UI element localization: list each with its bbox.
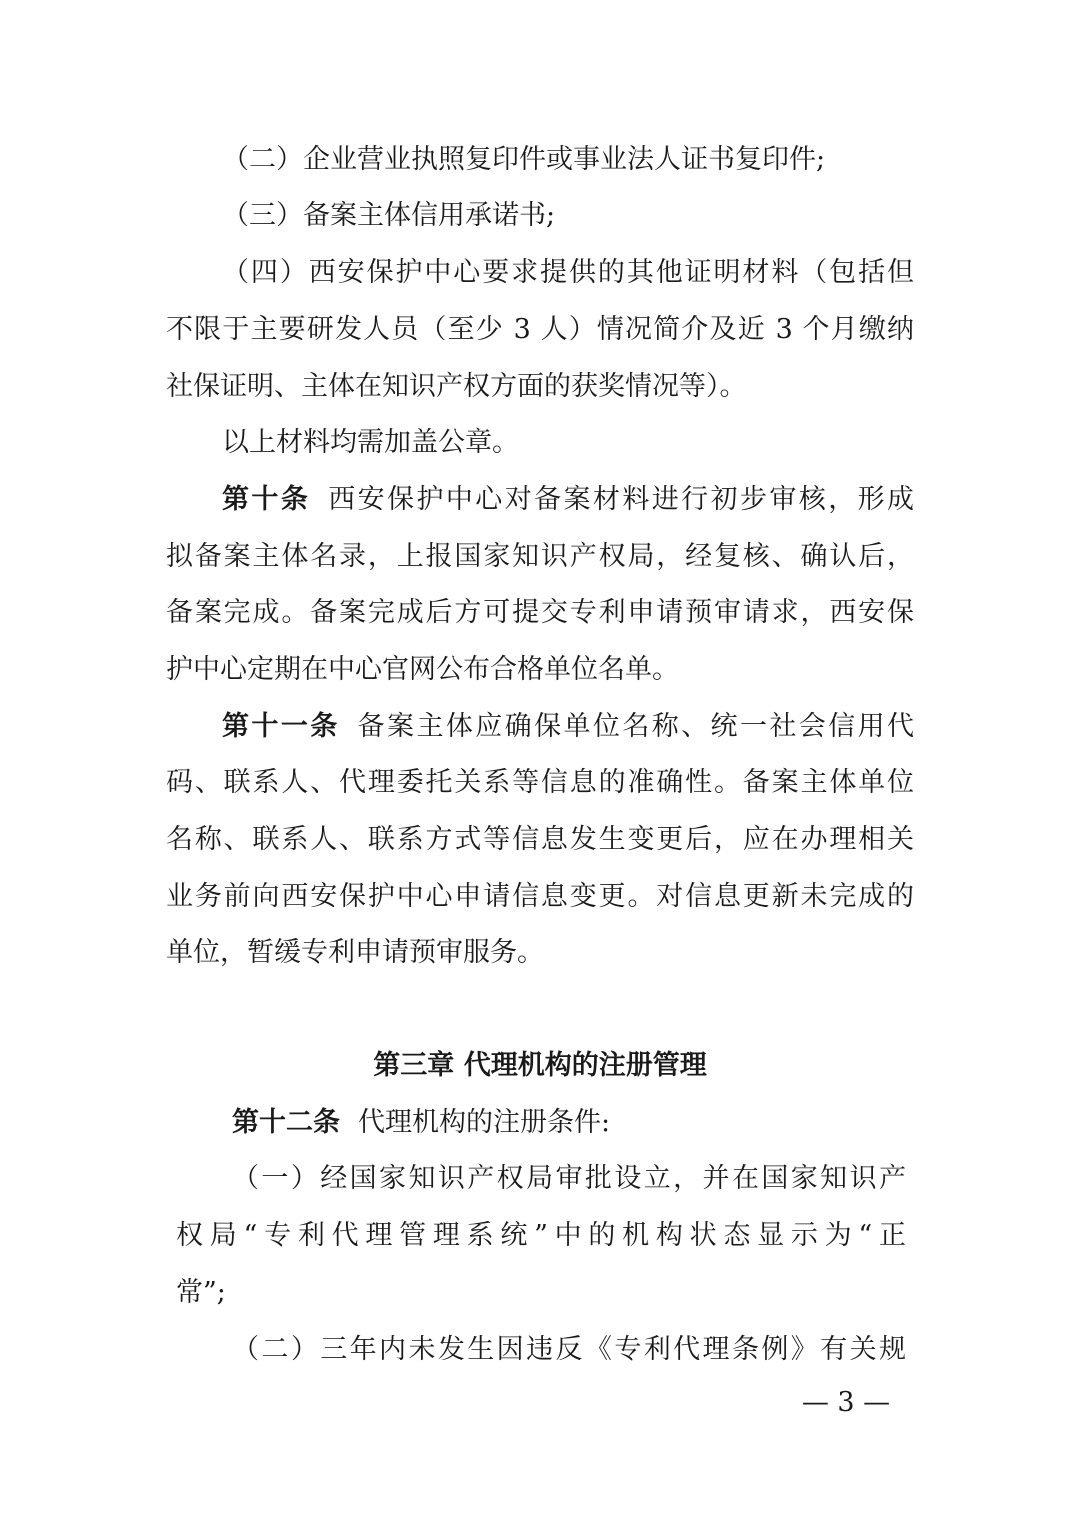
text-line: 业务前向西安保护中心申请信息变更。对信息更新未完成的 [166,881,914,912]
text-span: 代理机构的注册条件: [358,1107,611,1138]
text-line: （三）备案主体信用承诺书; [222,200,556,231]
text-line: （四）西安保护中心要求提供的其他证明材料（包括但 [222,257,914,288]
text-line: 备案完成。备案完成后方可提交专利申请预审请求，西安保 [166,597,914,628]
article-12-first-line [232,1106,906,1140]
text-line: 单位，暂缓专利申请预审服务。 [166,937,544,968]
text-line: 社保证明、主体在知识产权方面的获奖情况等）。 [166,371,747,402]
text-line: 名称、联系人、联系方式等信息发生变更后，应在办理相关 [166,824,914,855]
text-line: 权局“专利代理管理系统”中的机构状态显示为“正 [176,1220,906,1251]
article-label: 第十一条 [222,711,340,742]
text-line: 码、联系人、代理委托关系等信息的准确性。备案主体单位 [166,767,914,798]
text-span: 西安保护中心对备案材料进行初步审核，形成 [328,484,915,515]
article-11-first-line [222,710,914,744]
text-line: （二）三年内未发生因违反《专利代理条例》有关规 [232,1334,906,1365]
text-line: 以上材料均需加盖公章。 [222,427,519,458]
article-label: 第十条 [222,484,311,515]
article-label: 第十二条 [232,1107,340,1138]
text-line: （一）经国家知识产权局审批设立，并在国家知识产 [232,1163,906,1194]
text-line: 拟备案主体名录，上报国家知识产权局，经复核、确认后， [166,541,914,572]
text-span: 备案主体应确保单位名称、统一社会信用代 [357,711,915,742]
text-line: 常”; [176,1277,226,1308]
text-line: 护中心定期在中心官网公布合格单位名单。 [166,654,679,685]
text-line: （二）企业营业执照复印件或事业法人证书复印件; [222,144,826,175]
chapter-heading: 第三章 代理机构的注册管理 [373,1050,707,1081]
page-number: — 3 — [801,1387,891,1418]
text-line: 不限于主要研发人员（至少 3 人）情况简介及近 3 个月缴纳 [166,314,914,345]
article-10-first-line [222,483,914,517]
